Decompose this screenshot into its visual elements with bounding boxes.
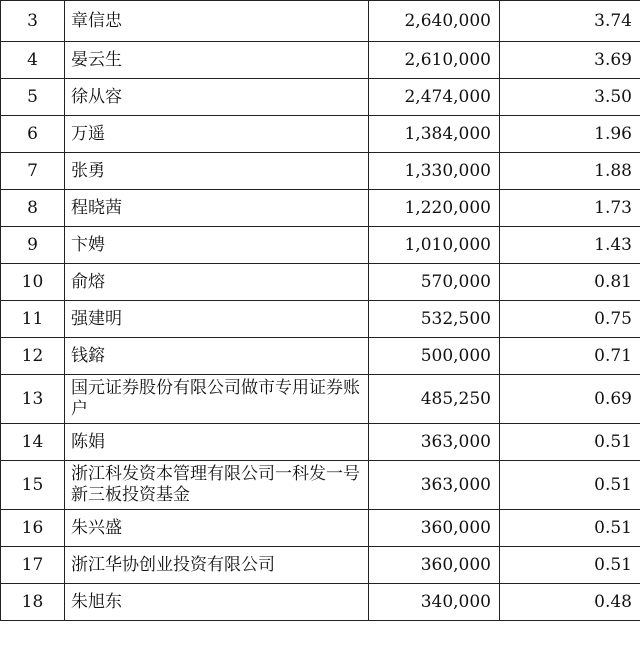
percentage-cell: 1.73 xyxy=(500,190,640,227)
table-row xyxy=(1,42,640,79)
shareholder-name-cell: 国元证券股份有限公司做市专用证券账户 xyxy=(65,375,369,424)
table-row xyxy=(1,264,640,301)
table-row xyxy=(1,301,640,338)
rank-cell: 5 xyxy=(1,79,65,116)
shareholder-name-cell: 朱旭东 xyxy=(65,584,369,621)
rank-cell: 6 xyxy=(1,116,65,153)
rank-cell: 15 xyxy=(1,461,65,510)
percentage-cell: 0.71 xyxy=(500,338,640,375)
table-row xyxy=(1,190,640,227)
rank-cell: 7 xyxy=(1,153,65,190)
table-row xyxy=(1,424,640,461)
shareholder-name-cell: 万遥 xyxy=(65,116,369,153)
table-row xyxy=(1,375,640,424)
shareholder-name-cell: 程晓茜 xyxy=(65,190,369,227)
table-row xyxy=(1,227,640,264)
rank-cell: 3 xyxy=(1,1,65,42)
shares-cell: 485,250 xyxy=(369,375,500,424)
shareholder-name-cell: 卞娉 xyxy=(65,227,369,264)
percentage-cell: 1.88 xyxy=(500,153,640,190)
rank-cell: 16 xyxy=(1,510,65,547)
percentage-cell: 0.51 xyxy=(500,547,640,584)
table-row xyxy=(1,338,640,375)
table-row xyxy=(1,153,640,190)
percentage-cell: 1.43 xyxy=(500,227,640,264)
shares-cell: 363,000 xyxy=(369,424,500,461)
table-row xyxy=(1,116,640,153)
shares-cell: 360,000 xyxy=(369,547,500,584)
rank-cell: 10 xyxy=(1,264,65,301)
shares-cell: 2,610,000 xyxy=(369,42,500,79)
shares-cell: 1,220,000 xyxy=(369,190,500,227)
shares-cell: 2,640,000 xyxy=(369,1,500,42)
rank-cell: 9 xyxy=(1,227,65,264)
percentage-cell: 0.48 xyxy=(500,584,640,621)
percentage-cell: 0.75 xyxy=(500,301,640,338)
table-row xyxy=(1,547,640,584)
shares-cell: 500,000 xyxy=(369,338,500,375)
percentage-cell: 0.51 xyxy=(500,424,640,461)
shares-cell: 1,330,000 xyxy=(369,153,500,190)
table-row xyxy=(1,1,640,42)
percentage-cell: 0.51 xyxy=(500,461,640,510)
percentage-cell: 3.69 xyxy=(500,42,640,79)
percentage-cell: 1.96 xyxy=(500,116,640,153)
table-row xyxy=(1,584,640,621)
shareholder-name-cell: 浙江华协创业投资有限公司 xyxy=(65,547,369,584)
shares-cell: 532,500 xyxy=(369,301,500,338)
percentage-cell: 0.81 xyxy=(500,264,640,301)
shareholder-name-cell: 俞熔 xyxy=(65,264,369,301)
shares-cell: 363,000 xyxy=(369,461,500,510)
shares-cell: 1,010,000 xyxy=(369,227,500,264)
table-row xyxy=(1,510,640,547)
rank-cell: 13 xyxy=(1,375,65,424)
shares-cell: 360,000 xyxy=(369,510,500,547)
shares-cell: 2,474,000 xyxy=(369,79,500,116)
shareholder-name-cell: 章信忠 xyxy=(65,1,369,42)
shareholder-name-cell: 朱兴盛 xyxy=(65,510,369,547)
rank-cell: 12 xyxy=(1,338,65,375)
shareholder-name-cell: 晏云生 xyxy=(65,42,369,79)
percentage-cell: 3.74 xyxy=(500,1,640,42)
percentage-cell: 3.50 xyxy=(500,79,640,116)
shares-cell: 570,000 xyxy=(369,264,500,301)
rank-cell: 8 xyxy=(1,190,65,227)
shareholder-name-cell: 钱鎔 xyxy=(65,338,369,375)
shareholder-name-cell: 浙江科发资本管理有限公司一科发一号新三板投资基金 xyxy=(65,461,369,510)
rank-cell: 14 xyxy=(1,424,65,461)
shareholder-name-cell: 陈娟 xyxy=(65,424,369,461)
shareholder-name-cell: 张勇 xyxy=(65,153,369,190)
rank-cell: 17 xyxy=(1,547,65,584)
table-row xyxy=(1,79,640,116)
percentage-cell: 0.51 xyxy=(500,510,640,547)
table-row xyxy=(1,461,640,510)
rank-cell: 18 xyxy=(1,584,65,621)
percentage-cell: 0.69 xyxy=(500,375,640,424)
rank-cell: 4 xyxy=(1,42,65,79)
shares-cell: 1,384,000 xyxy=(369,116,500,153)
shares-cell: 340,000 xyxy=(369,584,500,621)
shareholder-name-cell: 徐从容 xyxy=(65,79,369,116)
shareholder-name-cell: 强建明 xyxy=(65,301,369,338)
rank-cell: 11 xyxy=(1,301,65,338)
